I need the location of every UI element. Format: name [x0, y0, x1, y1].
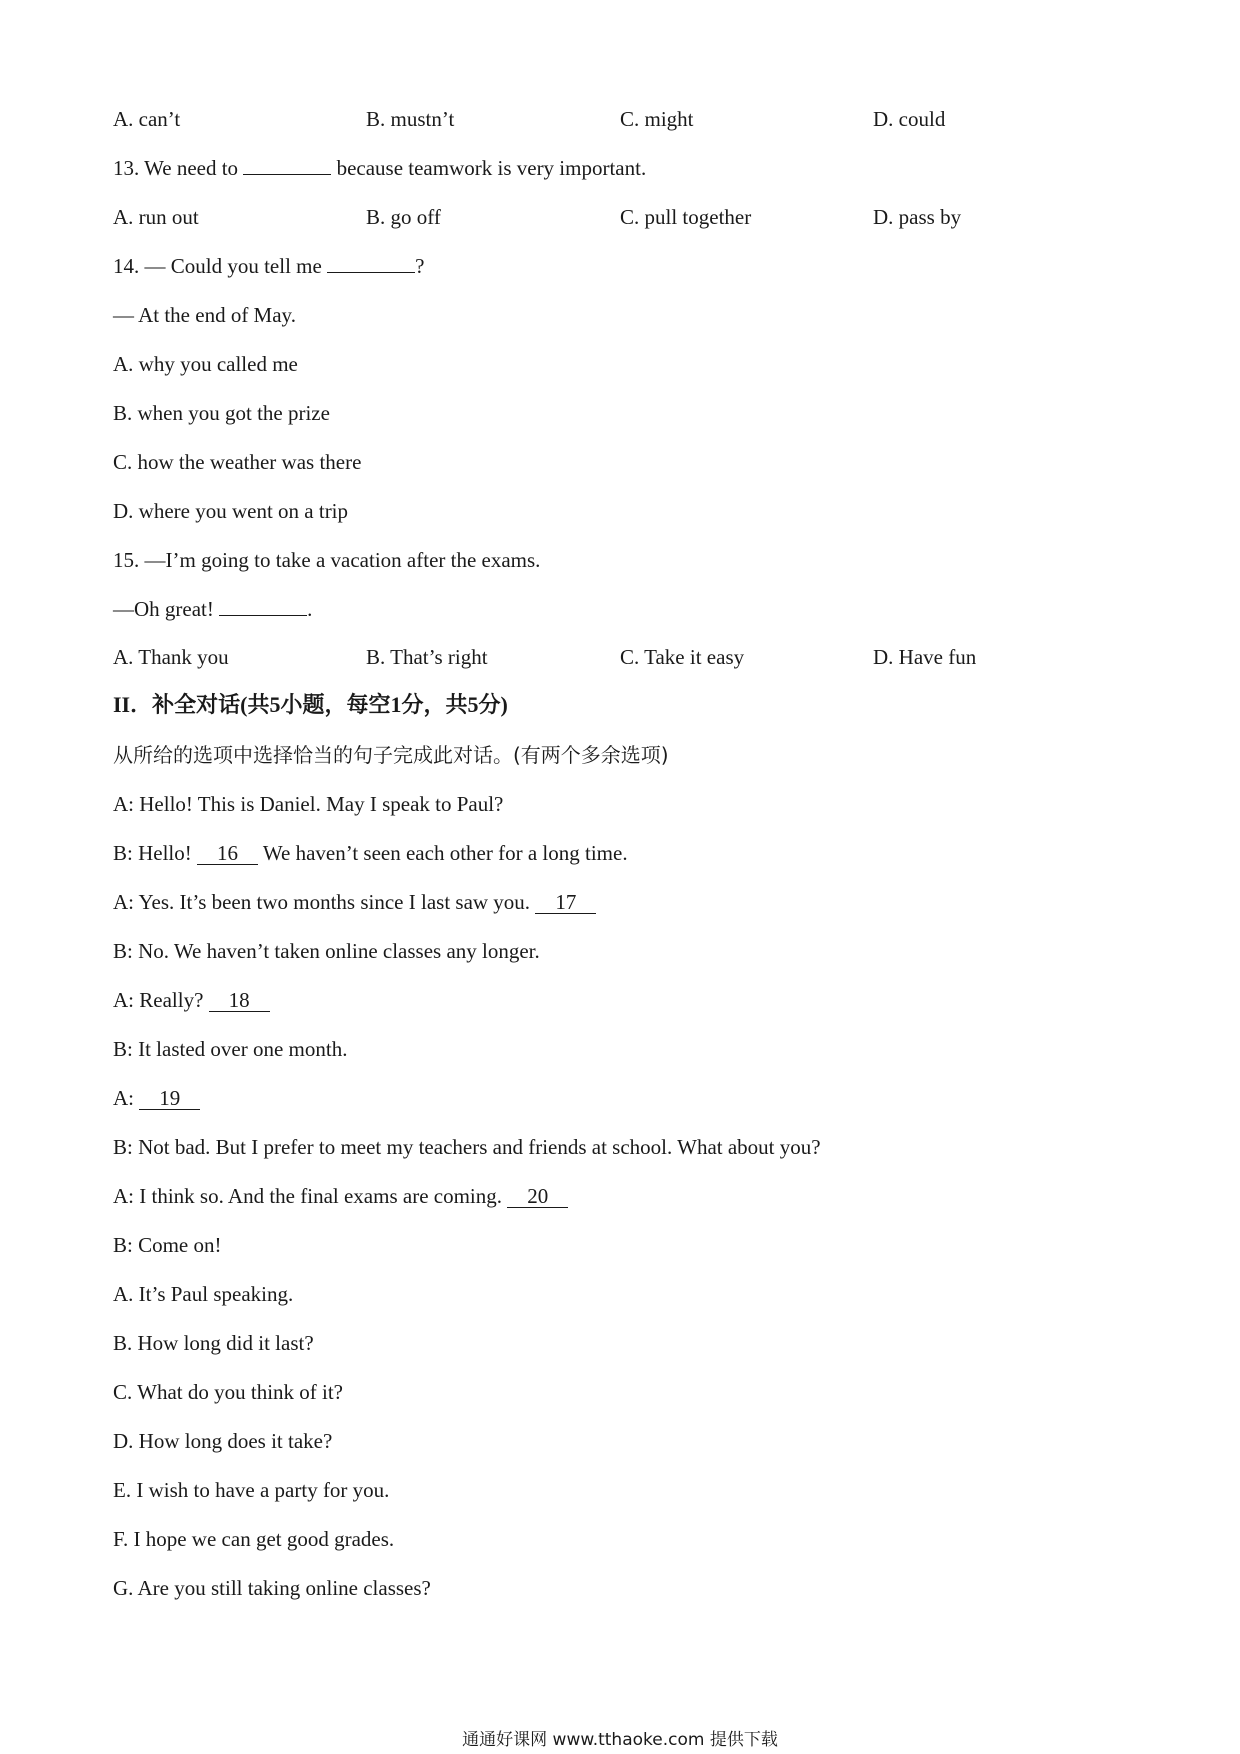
dialogue-line-7 — [113, 1084, 200, 1112]
q14-option-c: C. how the weather was there — [113, 450, 362, 474]
dialogue-line-3 — [113, 888, 596, 916]
q12-option-d: D. could — [873, 107, 946, 131]
q13-option-d: D. pass by — [873, 205, 962, 229]
q12-option-a: A. can’t — [113, 107, 181, 131]
dialogue-line-8: B: Not bad. But I prefer to meet my teachers and friends at school. What about you? — [113, 1135, 821, 1159]
q15-option-b: B. That’s right — [366, 645, 488, 669]
section2-heading: II．补全对话(共5小题，每空1分，共5分) — [113, 692, 508, 717]
dialogue-option-e: E. I wish to have a party for you. — [113, 1478, 390, 1502]
dialogue-option-g: G. Are you still taking online classes? — [113, 1576, 431, 1600]
dialogue-line-2-prefix: B: Hello! — [113, 841, 192, 865]
q15-option-a: A. Thank you — [113, 645, 229, 669]
q15-option-c: C. Take it easy — [620, 645, 745, 669]
dialogue-line-4: B: No. We haven’t taken online classes any longer. — [113, 939, 540, 963]
blank-19: 19 — [139, 1087, 200, 1110]
dialogue-line-9-prefix: A: I think so. And the final exams are coming. — [113, 1184, 503, 1208]
q14-suffix: ? — [415, 254, 425, 278]
page-footer: 通通好课网 www.tthaoke.com 提供下载 — [462, 1730, 778, 1750]
q15-line2-prefix: —Oh great! — [113, 597, 214, 621]
blank-16: 16 — [197, 842, 258, 865]
q12-option-c: C. might — [620, 107, 694, 131]
dialogue-option-b: B. How long did it last? — [113, 1331, 314, 1355]
dialogue-line-2 — [113, 839, 628, 867]
q15-blank — [219, 595, 307, 616]
q14-option-b: B. when you got the prize — [113, 401, 330, 425]
dialogue-option-d: D. How long does it take? — [113, 1429, 333, 1453]
q13-option-c: C. pull together — [620, 205, 752, 229]
dialogue-line-3-prefix: A: Yes. It’s been two months since I last saw you. — [113, 890, 531, 914]
dialogue-line-5 — [113, 986, 270, 1014]
dialogue-line-9 — [113, 1182, 568, 1210]
blank-17: 17 — [535, 891, 596, 914]
q13-option-b: B. go off — [366, 205, 441, 229]
q14-question — [113, 252, 424, 280]
dialogue-option-a: A. It’s Paul speaking. — [113, 1282, 294, 1306]
q13-suffix: because teamwork is very important. — [336, 156, 647, 180]
q12-option-b: B. mustn’t — [366, 107, 455, 131]
dialogue-option-f: F. I hope we can get good grades. — [113, 1527, 395, 1551]
blank-20: 20 — [507, 1185, 568, 1208]
q14-prefix: 14. — Could you tell me — [113, 254, 322, 278]
q14-answer-line: — At the end of May. — [113, 303, 296, 327]
q14-blank — [327, 252, 415, 273]
q13-question — [113, 154, 646, 182]
section2-instruction: 从所给的选项中选择恰当的句子完成此对话。(有两个多余选项) — [113, 743, 669, 767]
blank-18: 18 — [209, 989, 270, 1012]
dialogue-line-2-suffix: We haven’t seen each other for a long time. — [262, 841, 628, 865]
q13-blank — [243, 154, 331, 175]
q15-option-d: D. Have fun — [873, 645, 977, 669]
q13-option-a: A. run out — [113, 205, 199, 229]
dialogue-line-10: B: Come on! — [113, 1233, 222, 1257]
q15-line2-suffix: . — [307, 597, 313, 621]
dialogue-option-c: C. What do you think of it? — [113, 1380, 344, 1404]
q15-line1: 15. —I’m going to take a vacation after the exams. — [113, 548, 541, 572]
q15-line2 — [113, 595, 312, 623]
q14-option-d: D. where you went on a trip — [113, 499, 349, 523]
q13-prefix: 13. We need to — [113, 156, 239, 180]
dialogue-line-5-prefix: A: Really? — [113, 988, 204, 1012]
dialogue-line-6: B: It lasted over one month. — [113, 1037, 348, 1061]
dialogue-line-7-prefix: A: — [113, 1086, 134, 1110]
q14-option-a: A. why you called me — [113, 352, 298, 376]
dialogue-line-1: A: Hello! This is Daniel. May I speak to Paul? — [113, 792, 504, 816]
